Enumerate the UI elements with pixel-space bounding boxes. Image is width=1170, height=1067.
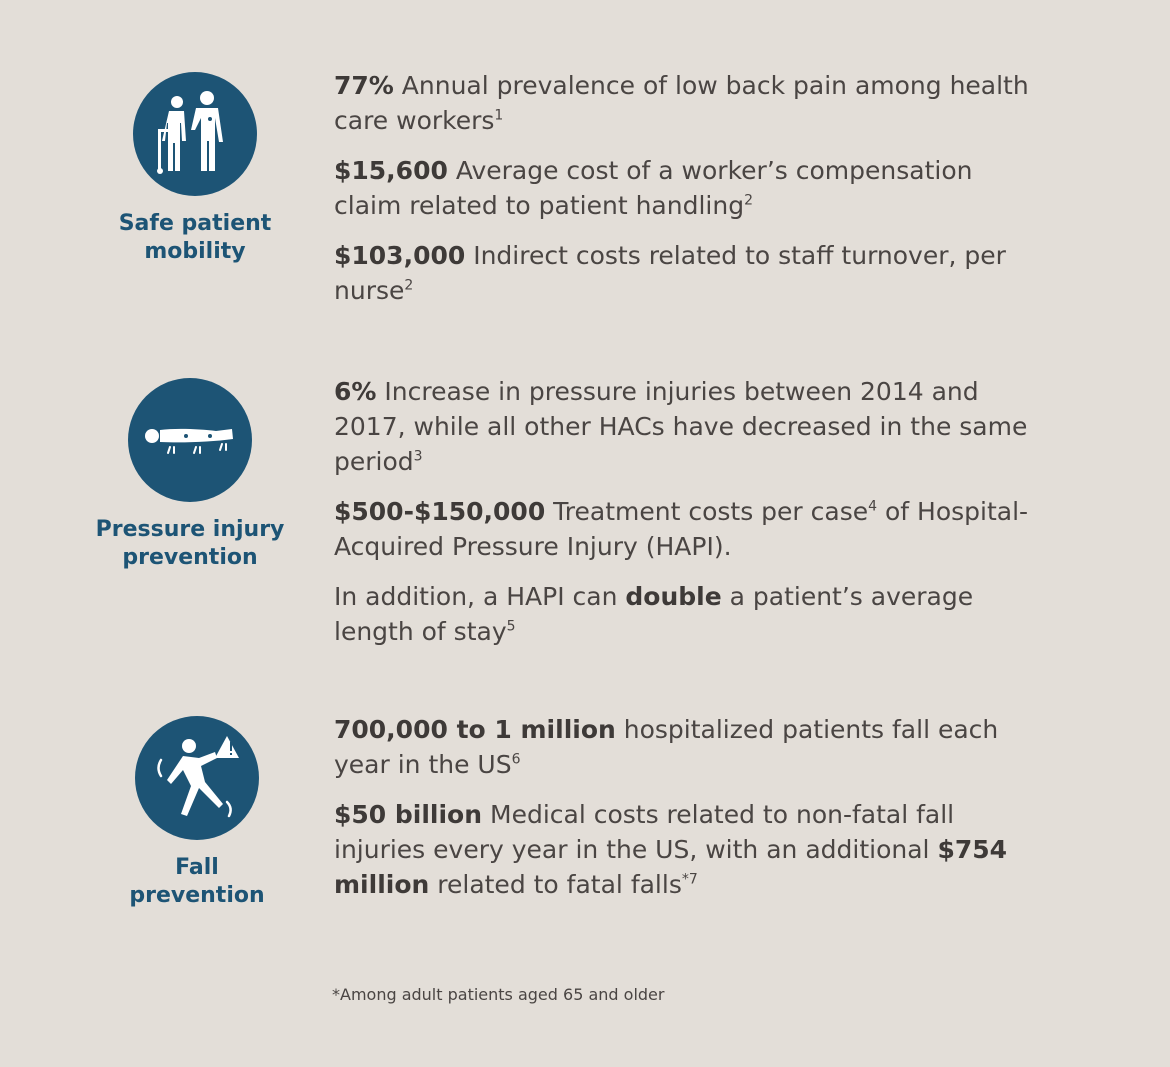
stats-list bbox=[334, 712, 1034, 917]
caregiver-assisting-patient-icon bbox=[155, 89, 235, 179]
category-label-line1: Pressure injury bbox=[95, 517, 285, 542]
stat-item: $103,000 Indirect costs related to staff turnover, per nurse$^2$ bbox=[334, 241, 1006, 305]
category-label-line1: Fall bbox=[175, 855, 219, 880]
person-falling-warning-icon bbox=[149, 730, 245, 826]
stats-list bbox=[334, 68, 1034, 323]
category-label-line2: prevention bbox=[129, 883, 265, 908]
icon-circle bbox=[133, 72, 257, 196]
icon-circle bbox=[128, 378, 252, 502]
category-pressure-injury-prevention bbox=[65, 378, 315, 572]
stat-item: $15,600 Average cost of a worker’s compensation claim related to patient handling$^2$ bbox=[334, 156, 973, 220]
stat-item: 77% Annual prevalence of low back pain among health care workers$^1$ bbox=[334, 71, 1029, 135]
category-label-line1: Safe patient bbox=[118, 211, 272, 236]
category-fall-prevention bbox=[72, 716, 322, 910]
stat-item: $50 billion Medical costs related to non-fatal fall injuries every year in the US, with an additional $754 million related to fatal falls$^{*7}$ bbox=[334, 800, 1008, 899]
patient-lying-on-bed-icon bbox=[142, 420, 238, 460]
stat-item: $500-$150,000 Treatment costs per case$^4$ of Hospital-Acquired Pressure Injury (HAPI). bbox=[334, 497, 1029, 561]
category-label-line2: mobility bbox=[144, 239, 246, 264]
stat-item: In addition, a HAPI can double a patient’s average length of stay$^5$ bbox=[334, 582, 974, 646]
footnote: *Among adult patients aged 65 and older bbox=[332, 985, 665, 1004]
stat-item: 700,000 to 1 million hospitalized patients fall each year in the $US^6$ bbox=[334, 715, 999, 779]
stats-list bbox=[334, 374, 1034, 664]
icon-circle bbox=[135, 716, 259, 840]
category-label-line2: prevention bbox=[122, 545, 258, 570]
category-safe-patient-mobility bbox=[70, 72, 320, 266]
stat-item: 6% Increase in pressure injuries between 2014 and 2017, while all other HACs have decreased in the same period$^3$ bbox=[334, 377, 1028, 476]
